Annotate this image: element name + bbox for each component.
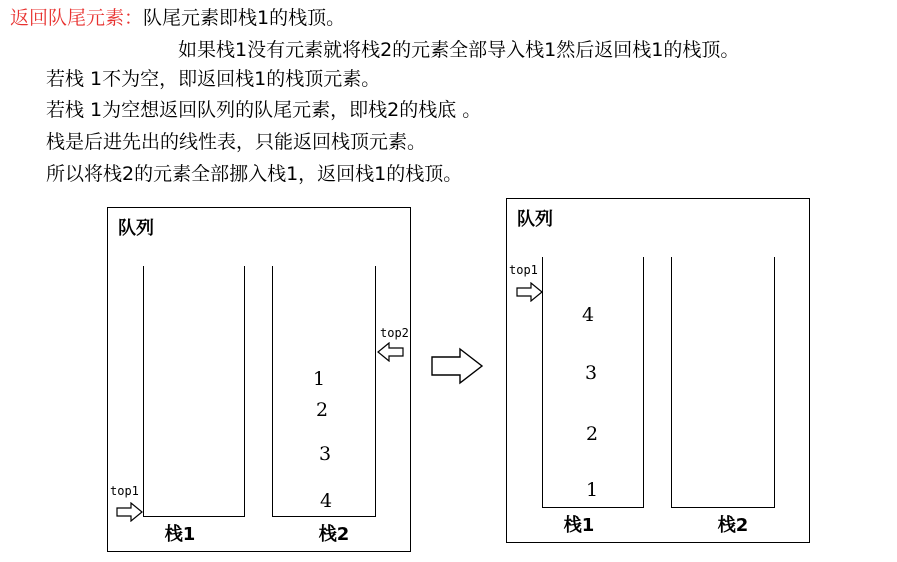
text-line-2: 如果栈1没有元素就将栈2的元素全部导入栈1然后返回栈1的栈顶。 xyxy=(178,39,740,61)
heading-rest: 队尾元素即栈1的栈顶。 xyxy=(143,7,346,29)
left-stack-2-item: 2 xyxy=(315,399,329,421)
right-top1-label: top1 xyxy=(509,263,538,277)
right-hollow-arrow-icon xyxy=(430,347,484,385)
right-queue-panel xyxy=(506,198,810,543)
left-queue-title: 队列 xyxy=(118,218,154,239)
left-top1-label: top1 xyxy=(110,484,139,498)
top2-pointer-icon xyxy=(376,342,404,362)
left-stack-2-item: 1 xyxy=(312,368,326,390)
right-stack-2 xyxy=(671,257,775,508)
right-stack-1-item: 4 xyxy=(581,304,595,326)
text-line-4: 若栈 1为空想返回队列的队尾元素，即栈2的栈底 。 xyxy=(46,99,482,121)
left-stack-2-label: 栈2 xyxy=(318,524,350,545)
text-line-3: 若栈 1不为空，即返回栈1的栈顶元素。 xyxy=(46,68,381,90)
left-stack-2-item: 4 xyxy=(319,490,333,512)
right-stack-1-label: 栈1 xyxy=(563,515,595,536)
top1-pointer-icon xyxy=(516,282,544,302)
left-queue-panel xyxy=(107,207,411,552)
left-top2-label: top2 xyxy=(380,326,409,340)
top1-pointer-icon xyxy=(116,502,144,522)
left-stack-1-label: 栈1 xyxy=(164,524,196,545)
heading-return-tail: 返回队尾元素： xyxy=(10,7,144,29)
right-queue-title: 队列 xyxy=(517,209,553,230)
right-stack-1-item: 3 xyxy=(584,362,598,384)
right-stack-1-item: 2 xyxy=(585,423,599,445)
left-stack-2 xyxy=(272,266,376,517)
right-stack-1-item: 1 xyxy=(585,479,599,501)
left-stack-2-item: 3 xyxy=(318,443,332,465)
text-line-1 xyxy=(10,6,345,30)
left-stack-1 xyxy=(143,266,245,517)
text-line-6: 所以将栈2的元素全部挪入栈1，返回栈1的栈顶。 xyxy=(46,163,463,185)
right-stack-2-label: 栈2 xyxy=(717,515,749,536)
text-line-5: 栈是后进先出的线性表，只能返回栈顶元素。 xyxy=(46,131,427,153)
